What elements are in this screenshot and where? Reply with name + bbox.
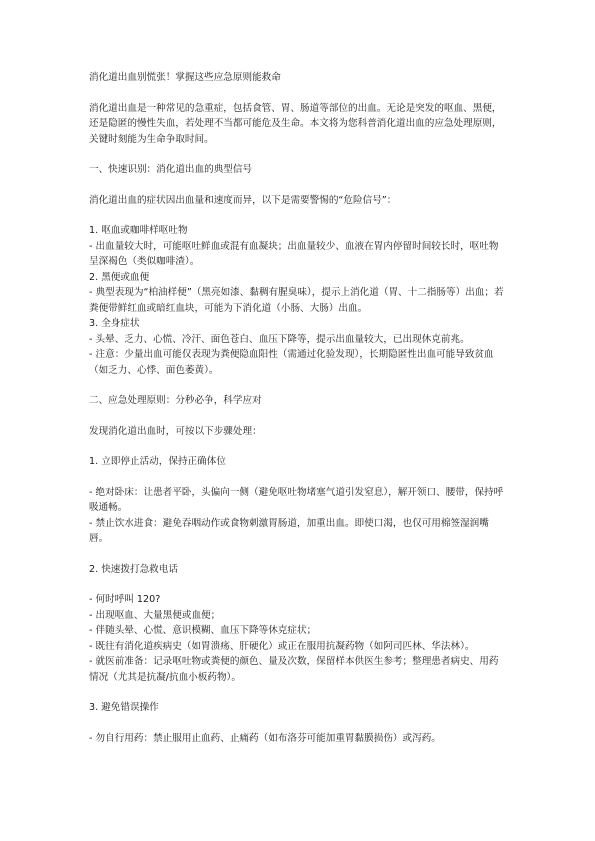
step-1-point: - 禁止饮水进食：避免吞咽动作或食物刺激胃肠道，加重出血。即使口渴，也仅可用棉签湿润嘴唇。	[89, 517, 489, 544]
signal-2-point: - 典型表现为“柏油样便”（黑亮如漆、黏稠有腥臭味），提示上消化道（胃、十二指肠等）出血；若粪便带鲜红血或暗红血块，可能为下消化道（小肠、大肠）出血。	[89, 287, 504, 314]
article-title: 消化道出血别慌张！掌握这些应急原则能救命	[89, 72, 281, 83]
section-2-heading: 二、应急处理原则：分秒必争，科学应对	[89, 395, 262, 406]
step-3-title: 3. 避免错误操作	[89, 702, 159, 713]
section-2-lead: 发现消化道出血时，可按以下步骤处理：	[89, 425, 262, 437]
step-3-points	[89, 731, 507, 747]
section-1-lead: 消化道出血的症状因出血量和速度而异，以下是需要警惕的“危险信号”：	[89, 194, 397, 206]
step-2-title: 2. 快速拨打急救电话	[89, 563, 178, 575]
step-2-point: - 既往有消化道疾病史（如胃溃疡、肝硬化）或正在服用抗凝药物（如阿司匹林、华法林）。	[89, 640, 475, 652]
signal-3-title: 3. 全身症状	[89, 318, 140, 329]
step-2-point: - 就医前准备：记录呕吐物或粪便的颜色、量及次数，保留样本供医生参考；整理患者病史、用药情况（尤其是抗凝/抗血小板药物）。	[89, 656, 499, 683]
step-1-title: 1. 立即停止活动，保持正确体位	[89, 456, 226, 467]
step-3-point: - 勿自行用药：禁止服用止血药、止痛药（如布洛芬可能加重胃黏膜损伤）或泻药。	[89, 732, 441, 744]
step-1-points	[89, 485, 507, 547]
step-2-point: - 何时呼叫 120?	[89, 594, 161, 605]
signal-1-point: - 出血量较大时，可能呕吐鲜血或混有血凝块；出血量较少、血液在胃内停留时间较长时，呕吐物呈深褐色（类似咖啡渣）。	[89, 240, 499, 267]
step-2-point: - 伴随头晕、心慌、意识模糊、血压下降等休克症状；	[89, 625, 317, 636]
signal-3-point: - 头晕、乏力、心慌、冷汗、面色苍白、血压下降等，提示出血量较大，已出现休克前兆。	[89, 333, 470, 345]
step-2-points	[89, 592, 507, 685]
article	[89, 70, 507, 746]
signal-1-title: 1. 呕血或咖啡样呕吐物	[89, 225, 188, 236]
step-1-point: - 绝对卧床：让患者平卧，头偏向一侧（避免呕吐物堵塞气道引发窒息），解开领口、腰带，保持呼吸通畅。	[89, 486, 504, 513]
signal-2-title: 2. 黑便或血便	[89, 271, 150, 283]
signal-3-note: - 注意：少量出血可能仅表现为粪便隐血阳性（需通过化验发现），长期隐匿性出血可能导致贫血（如乏力、心悸、面色萎黄）。	[89, 349, 494, 376]
intro-paragraph: 消化道出血是一种常见的急重症，包括食管、胃、肠道等部位的出血。无论是突发的呕血、黑便，还是隐匿的慢性失血，若处理不当都可能危及生命。本文将为您科普消化道出血的应急处理原则，关键时刻能为生命争取时间。	[89, 102, 502, 145]
step-2-point: - 出现呕血、大量黑便或血便；	[89, 609, 221, 621]
signal-list	[89, 223, 507, 378]
section-1-heading: 一、快速识别：消化道出血的典型信号	[89, 164, 253, 175]
